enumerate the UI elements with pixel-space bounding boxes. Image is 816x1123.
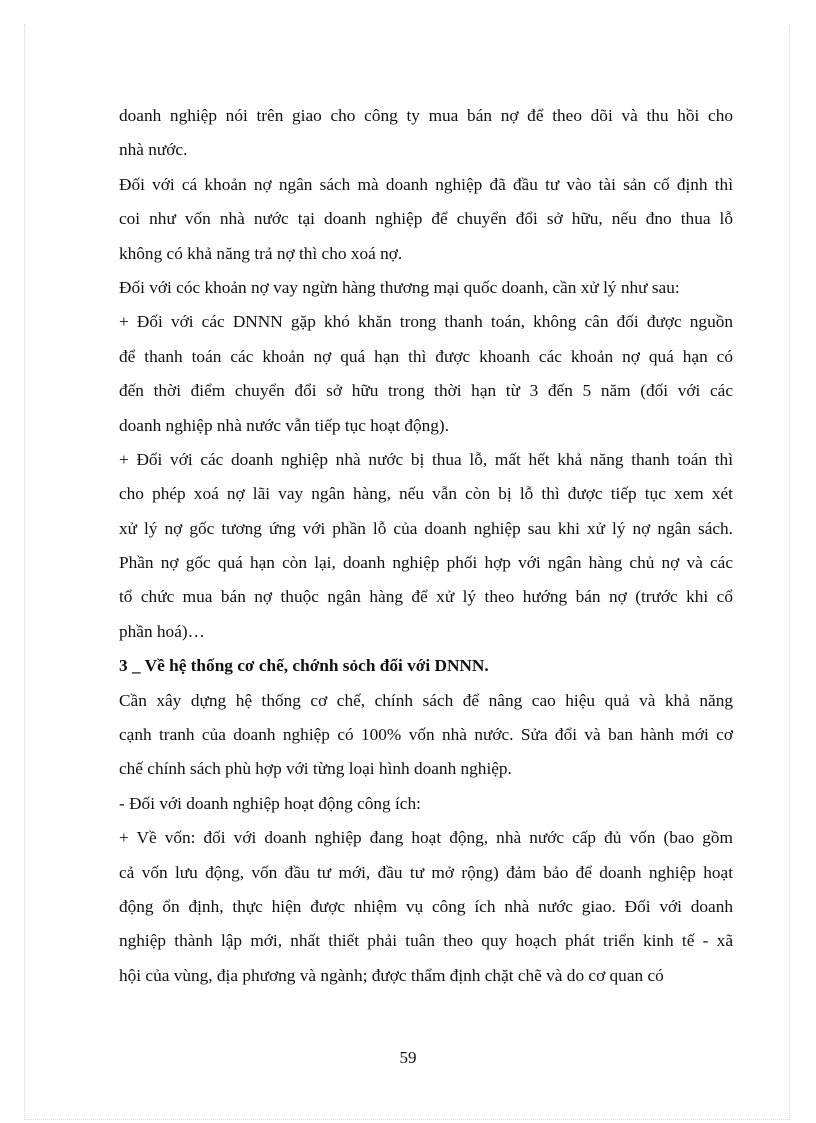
text-line: Cần xây dựng hệ thống cơ chế, chính sách để nâng cao hiệu quả và khả năng — [119, 690, 733, 710]
text-line: Đối với cá khoản nợ ngân sách mà doanh nghiệp đã đầu tư vào tài sản cố định thì — [119, 174, 733, 194]
text-line: nghiệp thành lập mới, nhất thiết phải tuân theo quy hoạch phát triển kinh tế - xã — [119, 931, 733, 951]
text-line: xử lý nợ gốc tương ứng với phần lỗ của doanh nghiệp sau khi xử lý nợ ngân sách. — [119, 518, 733, 538]
text-line: phần hoá)… — [119, 621, 205, 641]
text-line: - Đối với doanh nghiệp hoạt động công ích: — [119, 793, 421, 813]
text-line: động ổn định, thực hiện được nhiệm vụ công ích nhà nước giao. Đối với doanh — [119, 896, 733, 916]
text-line: đến thời điểm chuyển đổi sở hữu trong thời hạn từ 3 đến 5 năm (đối với các — [119, 381, 733, 401]
text-line: + Về vốn: đối với doanh nghiệp đang hoạt động, nhà nước cấp đủ vốn (bao gồm — [119, 828, 733, 848]
text-line: cả vốn lưu động, vốn đầu tư mới, đầu tư mở rộng) đảm bảo để doanh nghiệp hoạt — [119, 862, 733, 882]
text-line: Phần nợ gốc quá hạn còn lại, doanh nghiệp phối hợp với ngân hàng chủ nợ và các — [119, 553, 733, 573]
text-line: doanh nghiệp nói trên giao cho công ty mua bán nợ để theo dõi và thu hồi cho — [119, 106, 733, 125]
text-line: hội của vùng, địa phương và ngành; được thẩm định chặt chẽ và do cơ quan có — [119, 965, 664, 985]
text-line: chế chính sách phù hợp với từng loại hình doanh nghiệp. — [119, 759, 512, 779]
text-line: cạnh tranh của doanh nghiệp có 100% vốn nhà nước. Sửa đổi và ban hành mới cơ — [119, 725, 733, 745]
text-line: + Đối với các doanh nghiệp nhà nước bị thua lỗ, mất hết khả năng thanh toán thì — [119, 449, 733, 469]
text-line: Đối với cóc khoản nợ vay ngừn hàng thương mại quốc doanh, cần xử lý như sau: — [119, 277, 680, 297]
text-line: doanh nghiệp nhà nước vẫn tiếp tục hoạt động). — [119, 415, 449, 435]
text-line: cho phép xoá nợ lãi vay ngân hàng, nếu vẫn còn bị lỗ thì được tiếp tục xem xét — [119, 484, 733, 504]
text-line: nhà nước. — [119, 140, 188, 160]
text-line: không có khả năng trả nợ thì cho xoá nợ. — [119, 243, 403, 263]
text-line: + Đối với các DNNN gặp khó khăn trong thanh toán, không cân đối được nguồn — [119, 312, 733, 332]
text-line: để thanh toán các khoản nợ quá hạn thì được khoanh các khoản nợ quá hạn có — [119, 346, 733, 366]
text-line: tổ chức mua bán nợ thuộc ngân hàng để xử lý theo hướng bán nợ (trước khi cổ — [119, 587, 733, 607]
section-heading: 3 _ Về hệ thống cơ chế, chớnh sỏch đối với DNNN. — [119, 656, 489, 676]
page-number: 59 — [399, 1048, 417, 1067]
document-body — [119, 99, 733, 993]
text-line: coi như vốn nhà nước tại doanh nghiệp để chuyển đổi sở hữu, nếu đno thua lỗ — [119, 209, 733, 229]
